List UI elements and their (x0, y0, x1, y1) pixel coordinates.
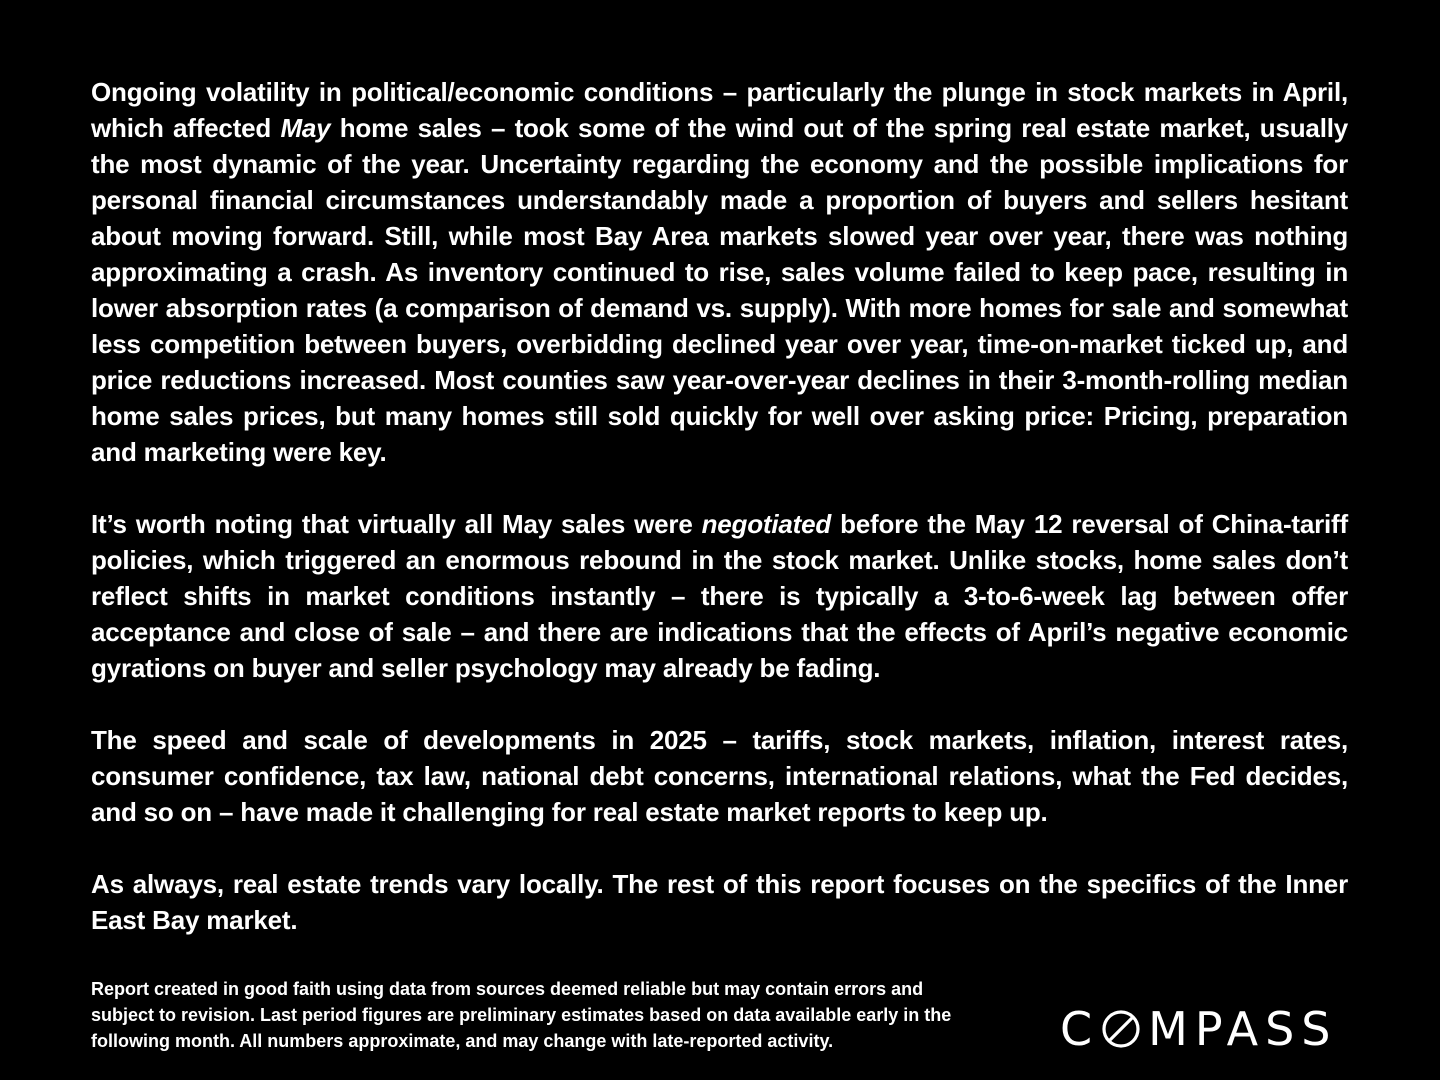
paragraph-market-overview (91, 74, 1348, 470)
compass-logo (1060, 1004, 1370, 1054)
compass-o-icon (1101, 1009, 1141, 1049)
paragraph-text: It’s worth noting that virtually all May sales were (91, 509, 702, 539)
paragraph-text: before the May 12 reversal of China-tariff policies, which triggered an enormous rebound in the stock market. Unlike stocks, home sales don’t reflect shifts in market conditions instantly – there is typically a 3-to-6-week lag between offer acceptance and close of sale – and there are indications that the effects of April’s negative economic gyrations on buyer and seller psychology may already be fading. (91, 509, 1348, 683)
report-body (91, 74, 1348, 938)
paragraph-developments-2025: The speed and scale of developments in 2025 – tariffs, stock markets, inflation, interest rates, consumer confidence, tax law, national debt concerns, international relations, what the Fed decides, and so on – have made it challenging for real estate market reports to keep up. (91, 725, 1348, 827)
disclaimer-footnote: Report created in good faith using data from sources deemed reliable but may contain errors and subject to revision. Last period figures are preliminary estimates based on data available early in the following month. All numbers approximate, and may change with late-reported activity. (91, 979, 952, 1051)
paragraph-emphasis: May (280, 113, 331, 143)
paragraph-spacer (91, 830, 1348, 866)
paragraph-text: Ongoing volatility in political/economic conditions – particularly the plunge in stock markets in April, which affected (91, 77, 1348, 143)
paragraph-emphasis: negotiated (701, 509, 832, 539)
logo-letter-c: C (1060, 1002, 1100, 1056)
paragraph-tariff-note (91, 506, 1348, 686)
paragraph-text: home sales – took some of the wind out of the spring real estate market, usually the most dynamic of the year. Uncertainty regarding the economy and the possible implications for personal financial circumstances understandably made a proportion of buyers and sellers hesitant about moving forward. Still, while most Bay Area markets slowed year over year, there was nothing approximating a crash. As inventory continued to rise, sales volume failed to keep pace, resulting in lower absorption rates (a comparison of demand vs. supply). With more homes for sale and somewhat less competition between buyers, overbidding declined year over year, time-on-market ticked up, and price reductions increased. Most counties saw year-over-year declines in their 3-month-rolling median home sales prices, but many homes still sold quickly for well over asking price: Pricing, preparation and marketing were key. (91, 113, 1348, 467)
logo-letters-mpass: MPASS (1148, 1002, 1338, 1056)
paragraph-local-trends: As always, real estate trends vary locally. The rest of this report focuses on the specifics of the Inner East Bay market. (91, 869, 1348, 935)
paragraph-spacer (91, 470, 1348, 506)
paragraph-spacer (91, 686, 1348, 722)
